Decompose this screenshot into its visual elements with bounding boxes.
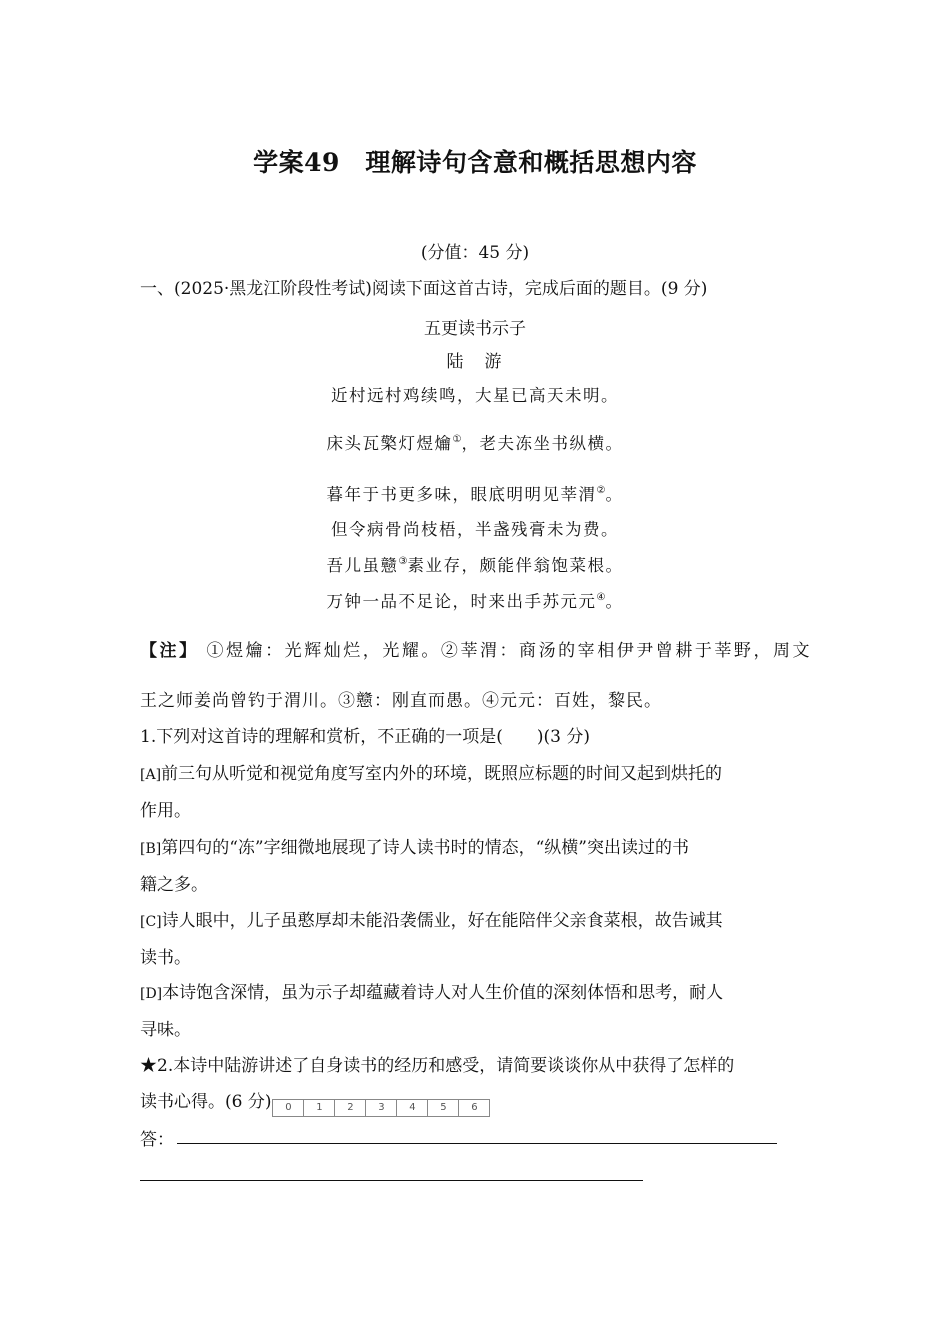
score-grid[interactable] <box>272 1099 490 1117</box>
option-d[interactable]: [D]本诗饱含深情，虽为示子却蕴藏着诗人对人生价值的深刻体悟和思考，耐人 <box>140 983 724 1003</box>
question-1-stem: 1.下列对这首诗的理解和赏析，不正确的一项是( )(3 分) <box>140 727 590 747</box>
poem-line-1: 近村远村鸡续鸣，大星已高天未明。 <box>331 386 619 405</box>
footnote-marker: ② <box>596 485 606 496</box>
poem-line-5: 吾儿虽戆③素业存，颇能伴翁饱菜根。 <box>326 556 624 575</box>
poem-line-6: 万钟一品不足论，时来出手苏元元④。 <box>326 592 624 611</box>
footnote-marker: ③ <box>398 556 408 567</box>
footnote-marker: ① <box>452 434 462 445</box>
poem-author: 陆 游 <box>446 352 504 372</box>
notes-line-1: 【注】 ①煜爚：光辉灿烂，光耀。②莘渭：商汤的宰相伊尹曾耕于莘野，周文 <box>140 641 811 661</box>
score-note: (分值：45 分) <box>420 243 530 263</box>
option-c-cont: 读书。 <box>140 948 191 968</box>
page-title: 学案49 理解诗句含意和概括思想内容 <box>253 148 697 177</box>
option-a-cont: 作用。 <box>140 801 191 821</box>
footnote-marker: ④ <box>596 592 606 603</box>
section-heading: 一、(2025·黑龙江阶段性考试)阅读下面这首古诗，完成后面的题目。(9 分) <box>140 279 708 299</box>
poem-line-2: 床头瓦檠灯煜爚①，老夫冻坐书纵横。 <box>326 434 624 453</box>
answer-line-1[interactable] <box>177 1143 777 1144</box>
option-b-cont: 籍之多。 <box>140 875 208 895</box>
answer-line-2[interactable] <box>140 1180 643 1181</box>
question-2-stem: ★2.本诗中陆游讲述了自身读书的经历和感受，请简要谈谈你从中获得了怎样的 <box>140 1056 735 1076</box>
option-b[interactable]: [B]第四句的“冻”字细微地展现了诗人读书时的情态，“纵横”突出读过的书 <box>140 838 689 858</box>
option-c[interactable]: [C]诗人眼中，儿子虽憨厚却未能沿袭儒业，好在能陪伴父亲食菜根，故告诫其 <box>140 911 723 931</box>
poem-line-3: 暮年于书更多味，眼底明明见莘渭②。 <box>326 485 624 504</box>
score-cell[interactable]: 6 <box>471 1102 478 1113</box>
question-2-stem-cont: 读书心得。(6 分) 0 1 2 3 4 5 6 <box>140 1087 490 1117</box>
score-cell[interactable]: 1 <box>304 1100 335 1116</box>
notes-line-2: 王之师姜尚曾钓于渭川。③戆：刚直而愚。④元元：百姓，黎民。 <box>140 691 662 711</box>
option-a[interactable]: [A]前三句从听觉和视觉角度写室内外的环境，既照应标题的时间又起到烘托的 <box>140 764 723 784</box>
option-d-cont: 寻味。 <box>140 1020 191 1040</box>
answer-label: 答： <box>140 1130 174 1150</box>
score-cell[interactable]: 3 <box>366 1100 397 1116</box>
score-cell[interactable]: 0 <box>273 1100 304 1116</box>
poem-line-4: 但令病骨尚枝梧，半盏残膏未为费。 <box>331 520 619 539</box>
score-cell[interactable]: 5 <box>428 1100 459 1116</box>
score-cell[interactable]: 2 <box>335 1100 366 1116</box>
poem-title: 五更读书示子 <box>424 319 526 339</box>
score-cell[interactable]: 4 <box>397 1100 428 1116</box>
